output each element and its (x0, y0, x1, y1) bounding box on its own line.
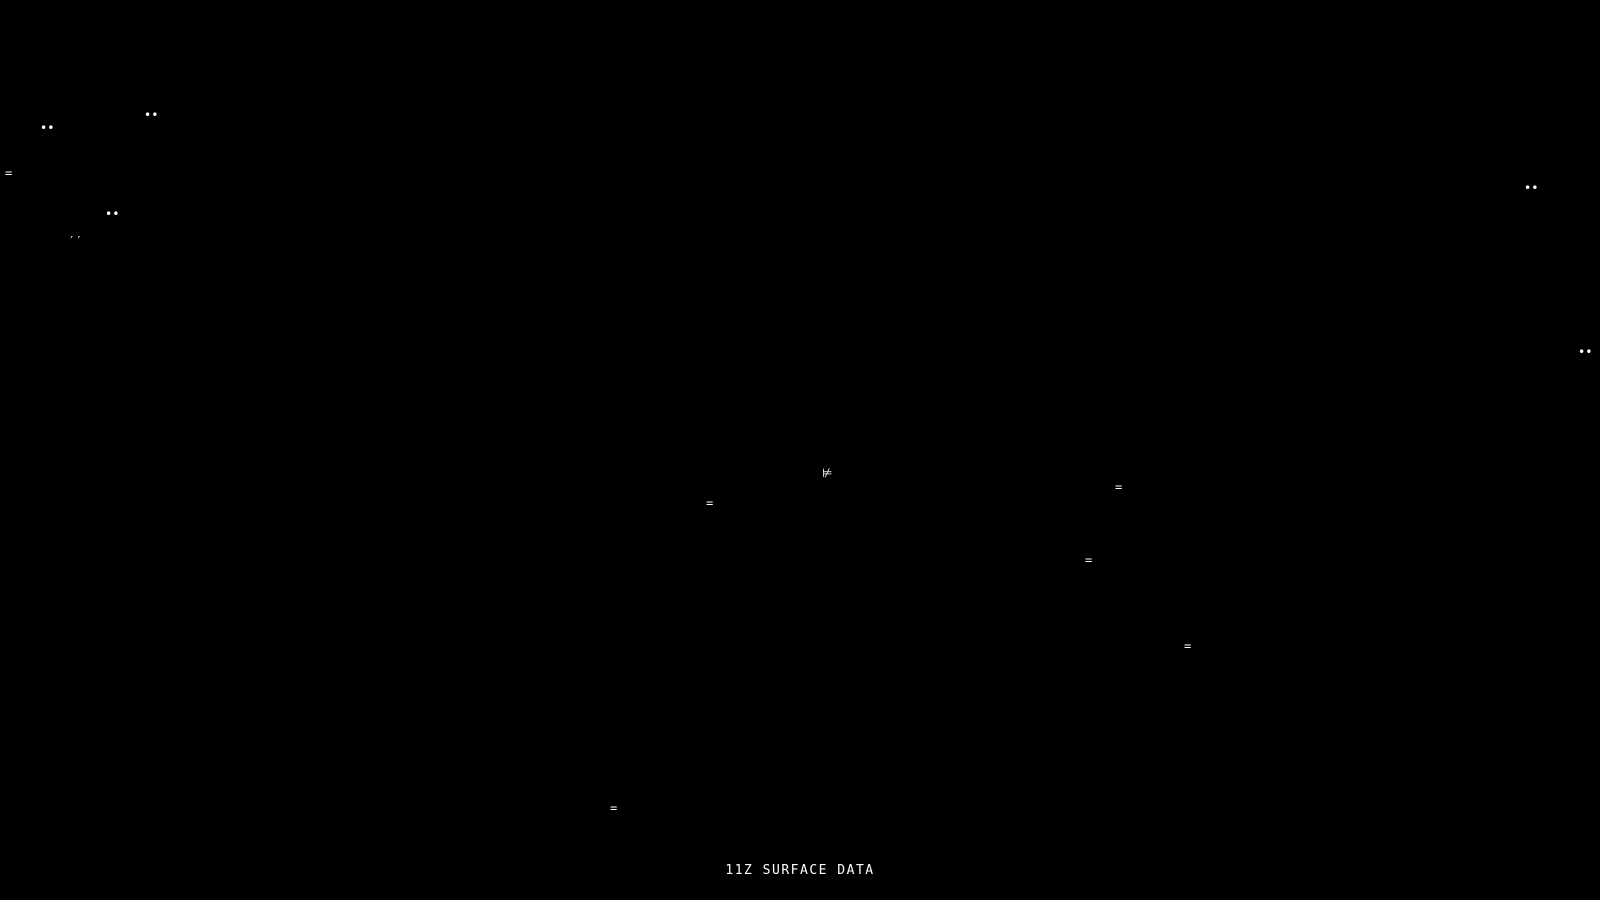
station-plot-3: = (5, 166, 13, 180)
map-caption: 11Z SURFACE DATA (725, 863, 875, 878)
station-plot-10: = (1115, 480, 1123, 494)
station-plot-8: = (706, 496, 714, 510)
station-plot-2: •• (144, 108, 159, 122)
station-plot-6: •• (1524, 181, 1539, 195)
station-plot-12: = (1184, 639, 1192, 653)
station-plot-11: = (1085, 553, 1093, 567)
station-plot-9: ⊭ (822, 466, 833, 480)
station-plot-1: •• (40, 121, 55, 135)
station-plot-7: •• (1578, 345, 1593, 359)
station-plot-13: = (610, 801, 618, 815)
station-plot-4: •• (105, 207, 120, 221)
station-plot-5: ′′ (68, 234, 83, 248)
